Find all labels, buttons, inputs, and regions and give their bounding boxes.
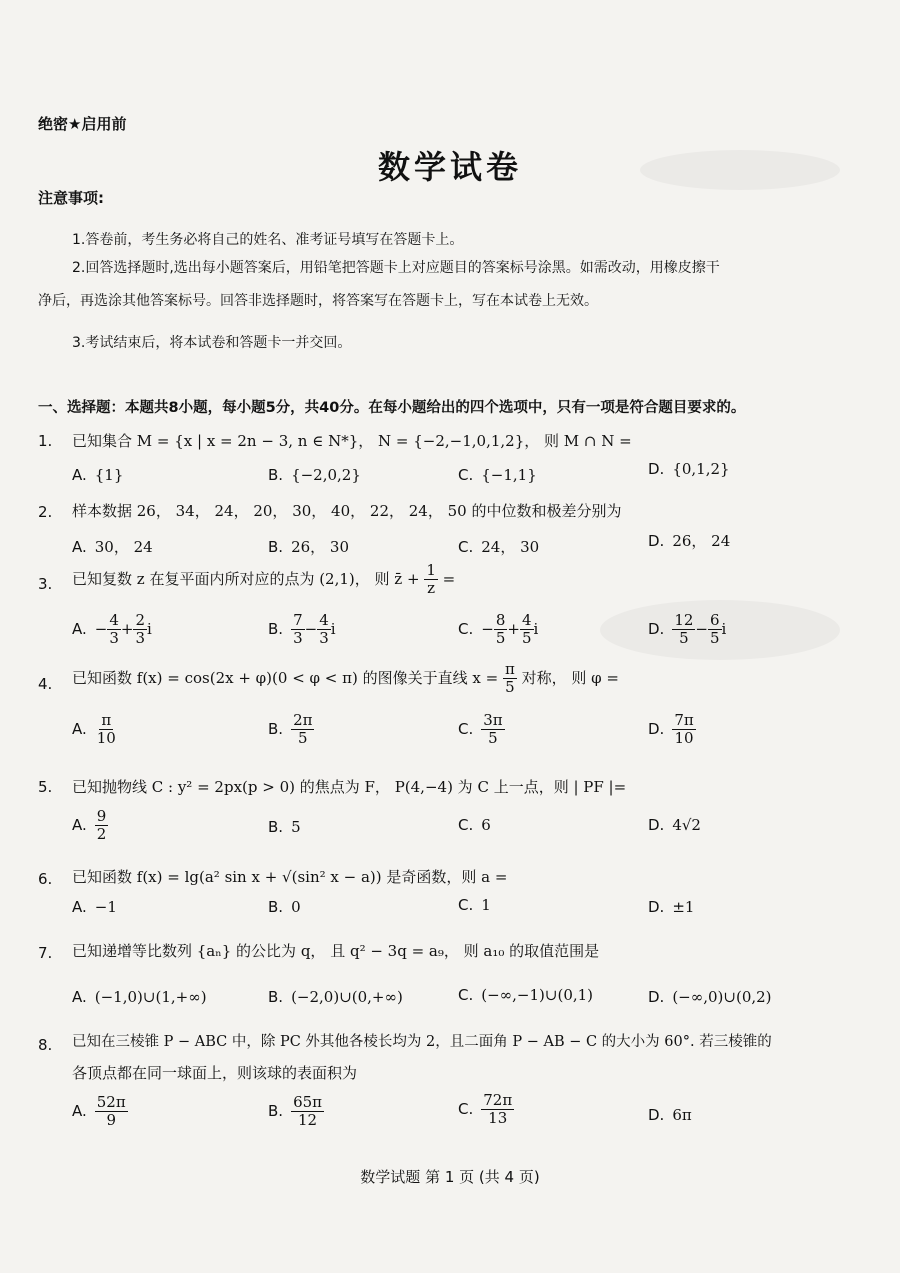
option-c: C. 6 bbox=[458, 816, 491, 834]
denominator: 5 bbox=[488, 729, 498, 748]
numerator: 7π bbox=[674, 711, 694, 729]
option-a: A. $\frac{\pi}{10}$ bbox=[72, 711, 116, 748]
numerator: 1 bbox=[426, 561, 436, 579]
option-a: A. $\frac{52\pi}{9}$ bbox=[72, 1093, 126, 1130]
operator: − bbox=[695, 619, 708, 638]
question-text: 已知集合 M = {x | x = 2n − 3, n ∈ N*}， N = {−2,−1,0,1,2}， 则 M ∩ N = bbox=[72, 432, 632, 450]
fraction bbox=[424, 562, 438, 598]
option-b: B. $\frac{65\pi}{12}$ bbox=[268, 1093, 323, 1130]
numerator: 6 bbox=[710, 611, 720, 629]
option-a: A. 30， 24 bbox=[72, 538, 153, 556]
question-text bbox=[72, 661, 619, 697]
option-value: (−2,0)∪(0,+∞) bbox=[291, 988, 403, 1006]
question-text: 已知递增等比数列 {aₙ} 的公比为 q， 且 q² − 3q = a₉， 则 a₁₀ 的取值范围是 bbox=[72, 942, 600, 960]
notice-line-2a: 2.回答选择题时,选出每小题答案后，用铅笔把答题卡上对应题目的答案标号涂黑。如需改动，用橡皮擦干 bbox=[72, 260, 720, 276]
question-number: 7. bbox=[38, 944, 53, 962]
numerator: π bbox=[504, 660, 515, 678]
question-text bbox=[72, 562, 455, 598]
denominator: 5 bbox=[505, 678, 515, 697]
denominator: z bbox=[427, 579, 436, 598]
fraction bbox=[494, 612, 508, 648]
option-c: C. $\frac{3\pi}{5}$ bbox=[458, 711, 503, 748]
question-number: 8. bbox=[38, 1036, 53, 1054]
fraction bbox=[291, 712, 314, 748]
fraction bbox=[133, 612, 147, 648]
numerator: 52π bbox=[96, 1093, 126, 1111]
fraction bbox=[520, 612, 534, 648]
unit: i bbox=[533, 619, 539, 638]
operator: + bbox=[507, 619, 520, 638]
question-text-b: = bbox=[442, 569, 456, 588]
numerator: 65π bbox=[293, 1093, 323, 1111]
denominator: 5 bbox=[495, 629, 506, 648]
unit: i bbox=[721, 619, 727, 638]
denominator: 2 bbox=[96, 825, 107, 844]
denominator: 3 bbox=[319, 629, 329, 648]
question-number: 2. bbox=[38, 503, 53, 521]
option-d: D. 4√2 bbox=[648, 816, 701, 834]
notice-heading: 注意事项: bbox=[38, 189, 104, 207]
option-a: A. $\frac{9}{2}$ bbox=[72, 807, 107, 844]
option-d: D. ±1 bbox=[648, 898, 695, 916]
denominator: 3 bbox=[109, 629, 119, 648]
fraction bbox=[291, 1094, 324, 1130]
numerator: π bbox=[101, 711, 112, 729]
sign: − bbox=[481, 619, 494, 638]
numerator: 4 bbox=[109, 611, 119, 629]
notice-line-1: 1.答卷前，考生务必将自己的姓名、准考证号填写在答题卡上。 bbox=[72, 232, 464, 248]
option-value: {−1,1} bbox=[481, 466, 537, 484]
option-b: B. 26， 30 bbox=[268, 538, 350, 556]
option-value: 30， 24 bbox=[94, 538, 153, 556]
option-value: {−2,0,2} bbox=[291, 466, 361, 484]
confidential-label: 绝密★启用前 bbox=[38, 115, 127, 133]
option-value: 24， 30 bbox=[481, 538, 540, 556]
question-text-b: 对称， 则 φ = bbox=[521, 668, 619, 687]
numerator: 9 bbox=[96, 807, 107, 825]
question-text-a: 已知函数 f(x) = cos(2x + φ)(0 < φ < π) 的图像关于直线 x = bbox=[72, 668, 499, 687]
denominator: 10 bbox=[674, 729, 694, 748]
fraction bbox=[481, 712, 504, 748]
fraction bbox=[503, 661, 517, 697]
question-text: 样本数据 26， 34， 24， 20， 30， 40， 22， 24， 50 的中位数和极差分别为 bbox=[72, 502, 622, 520]
fraction bbox=[95, 712, 118, 748]
option-d: D. 6π bbox=[648, 1106, 692, 1124]
operator: − bbox=[304, 619, 318, 638]
numerator: 4 bbox=[319, 611, 329, 629]
numerator: 2π bbox=[293, 711, 313, 729]
question-text: 已知函数 f(x) = lg(a² sin x + √(sin² x − a)) 是奇函数，则 a = bbox=[72, 868, 508, 886]
option-d: D. (−∞,0)∪(0,2) bbox=[648, 988, 772, 1006]
option-d: D. $\frac{12}{5}$ − $\frac{6}{5}$ i bbox=[648, 611, 727, 648]
option-value: {1} bbox=[94, 466, 124, 484]
question-text: 已知在三棱锥 P − ABC 中，除 PC 外其他各棱长均为 2，且二面角 P − AB − C 的大小为 60°. 若三棱锥的 bbox=[72, 1034, 772, 1050]
option-b: B. {−2,0,2} bbox=[268, 466, 361, 484]
question-text-line-2: 各顶点都在同一球面上，则该球的表面积为 bbox=[72, 1064, 358, 1082]
fraction bbox=[481, 1092, 514, 1128]
unit: i bbox=[147, 619, 152, 638]
numerator: 3π bbox=[483, 711, 503, 729]
option-c: C. (−∞,−1)∪(0,1) bbox=[458, 986, 594, 1004]
option-d: D. {0,1,2} bbox=[648, 460, 730, 478]
option-value: ±1 bbox=[672, 898, 695, 916]
option-b: B. (−2,0)∪(0,+∞) bbox=[268, 988, 403, 1006]
option-value: 26， 30 bbox=[291, 538, 350, 556]
option-value: 1 bbox=[481, 896, 491, 914]
option-value: (−∞,−1)∪(0,1) bbox=[481, 986, 594, 1004]
sign: − bbox=[94, 619, 108, 638]
denominator: 5 bbox=[297, 729, 308, 748]
denominator: 3 bbox=[135, 629, 146, 648]
option-a: A. (−1,0)∪(1,+∞) bbox=[72, 988, 207, 1006]
denominator: 5 bbox=[679, 629, 689, 648]
option-value: (−1,0)∪(1,+∞) bbox=[94, 988, 207, 1006]
fraction bbox=[708, 612, 722, 648]
numerator: 72π bbox=[483, 1091, 513, 1109]
option-a: A. −1 bbox=[72, 898, 117, 916]
denominator: 12 bbox=[297, 1111, 318, 1130]
option-b: B. 0 bbox=[268, 898, 301, 916]
notice-line-2b: 净后，再选涂其他答案标号。回答非选择题时，将答案写在答题卡上，写在本试卷上无效。 bbox=[38, 293, 598, 309]
unit: i bbox=[330, 619, 336, 638]
denominator: 5 bbox=[710, 629, 720, 648]
denominator: 3 bbox=[293, 629, 303, 648]
question-text: 已知抛物线 C : y² = 2px(p > 0) 的焦点为 F， P(4,−4) 为 C 上一点，则 | PF |= bbox=[72, 778, 627, 796]
option-c: C. {−1,1} bbox=[458, 466, 537, 484]
question-number: 4. bbox=[38, 675, 53, 693]
option-d: D. 26， 24 bbox=[648, 532, 731, 550]
question-number: 6. bbox=[38, 870, 53, 888]
option-c: C. 1 bbox=[458, 896, 491, 914]
numerator: 7 bbox=[293, 611, 303, 629]
numerator: 4 bbox=[521, 611, 532, 629]
section-heading: 一、选择题：本题共8小题，每小题5分，共40分。在每小题给出的四个选项中，只有一项是符合题目要求的。 bbox=[38, 400, 746, 416]
option-c: C. − $\frac{8}{5}$ + $\frac{4}{5}$ i bbox=[458, 611, 539, 648]
option-a: A. {1} bbox=[72, 466, 124, 484]
option-value: −1 bbox=[94, 898, 117, 916]
denominator: 9 bbox=[106, 1111, 117, 1130]
fraction bbox=[107, 612, 121, 648]
numerator: 8 bbox=[495, 611, 506, 629]
fraction bbox=[672, 612, 695, 648]
option-value: 5 bbox=[291, 818, 301, 836]
numerator: 12 bbox=[674, 611, 694, 629]
option-d: D. $\frac{7\pi}{10}$ bbox=[648, 711, 694, 748]
page-footer: 数学试题 第 1 页 (共 4 页) bbox=[360, 1168, 540, 1186]
option-value: (−∞,0)∪(0,2) bbox=[672, 988, 772, 1006]
fraction bbox=[95, 808, 109, 844]
denominator: 10 bbox=[96, 729, 116, 748]
option-a: A. − $\frac{4}{3}$ + $\frac{2}{3}$ i bbox=[72, 611, 152, 648]
numerator: 2 bbox=[135, 611, 146, 629]
question-number: 1. bbox=[38, 432, 53, 450]
fraction bbox=[672, 712, 695, 748]
question-number: 3. bbox=[38, 575, 53, 593]
option-value: 0 bbox=[291, 898, 301, 916]
question-text-a: 已知复数 z 在复平面内所对应的点为 (2,1)， 则 z̄ + bbox=[72, 569, 420, 588]
option-value: 6 bbox=[481, 816, 491, 834]
option-b: B. $\frac{7}{3}$ − $\frac{4}{3}$ i bbox=[268, 611, 336, 648]
option-value: 26， 24 bbox=[672, 532, 731, 550]
option-b: B. $\frac{2\pi}{5}$ bbox=[268, 711, 313, 748]
option-value: {0,1,2} bbox=[672, 460, 730, 478]
option-value: 4√2 bbox=[672, 816, 701, 834]
option-b: B. 5 bbox=[268, 818, 301, 836]
fraction bbox=[317, 612, 331, 648]
option-c: C. 24， 30 bbox=[458, 538, 540, 556]
operator: + bbox=[120, 619, 134, 638]
question-number: 5. bbox=[38, 778, 53, 796]
denominator: 5 bbox=[521, 629, 532, 648]
option-value: 6π bbox=[672, 1106, 692, 1124]
notice-line-3: 3.考试结束后，将本试卷和答题卡一并交回。 bbox=[72, 335, 352, 351]
page-title: 数学试卷 bbox=[377, 148, 522, 186]
fraction bbox=[95, 1094, 128, 1130]
option-c: C. $\frac{72\pi}{13}$ bbox=[458, 1091, 513, 1128]
denominator: 13 bbox=[488, 1109, 508, 1128]
fraction bbox=[291, 612, 305, 648]
